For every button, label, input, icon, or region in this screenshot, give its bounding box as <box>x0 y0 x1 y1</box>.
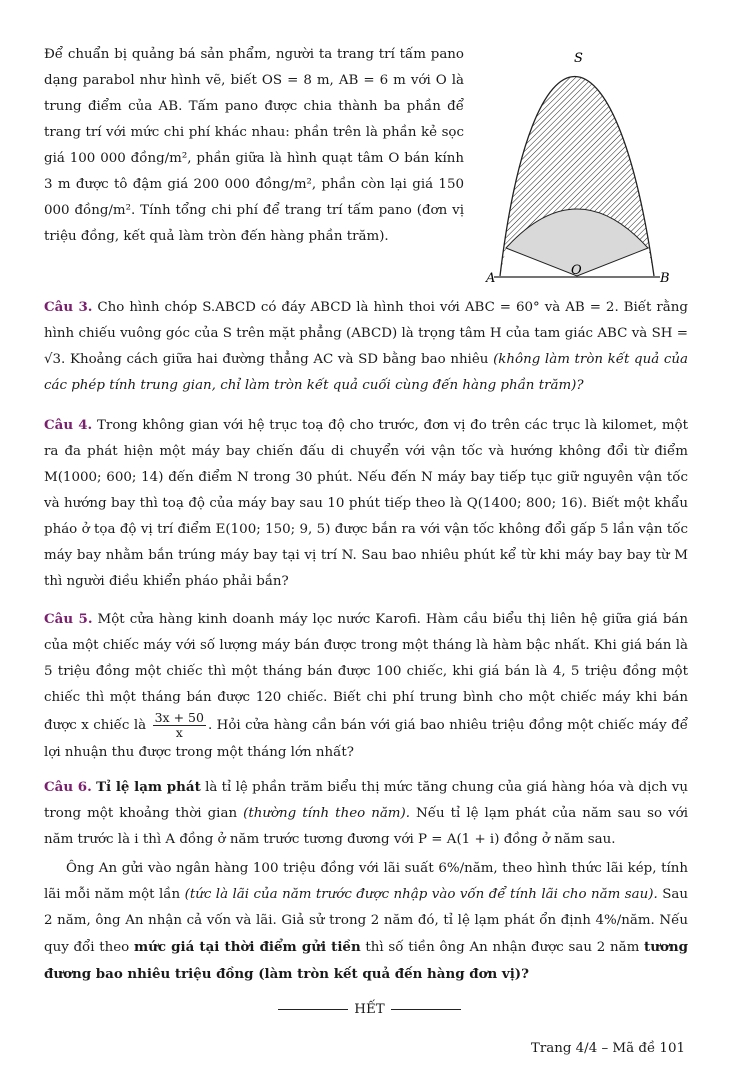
intro-paragraph <box>44 42 464 250</box>
fraction <box>153 711 206 740</box>
question-term: Tỉ lệ lạm phát <box>96 779 201 795</box>
question-4 <box>44 412 688 595</box>
question-6-paragraph-2 <box>44 856 688 988</box>
divider <box>278 1009 348 1010</box>
question-6 <box>44 774 688 853</box>
question-text: Một cửa hàng kinh doanh máy lọc nước Karofi. Hàm cầu biểu thị liên hệ giữa giá bán của một chiếc máy với số lượng máy bán được trong một tháng là hàm bậc nhất. Khi giá bán là 5 triệu đồng một chiếc thì một tháng bán được 100 chiếc, khi giá bán là 4, 5 triệu đồng một chiếc thì một tháng bán được 120 chiếc. Biết chi phí trung bình cho một chiếc máy khi bán được x chiếc là <box>44 612 688 733</box>
end-text: HẾT <box>354 1002 385 1017</box>
label-a: A <box>486 271 496 286</box>
divider <box>391 1009 461 1010</box>
question-text-cont: . Hỏi cửa hàng cần bán với giá bao nhiêu triệu đồng một chiếc máy để lợi nhuận thu được trong một tháng lớn nhất? <box>44 718 688 760</box>
label-b: B <box>660 271 670 286</box>
intro-text: Để chuẩn bị quảng bá sản phẩm, người ta trang trí tấm pano dạng parabol như hình vẽ, biết OS = 8 m, AB = 6 m với O là trung điểm của AB. Tấm pano được chia thành ba phần để trang trí với mức chi phí khác nhau: phần trên là phần kẻ sọc giá 100 000 đồng/m², phần giữa là hình quạt tâm O bán kính 3 m được tô đậm giá 200 000 đồng/m², phần còn lại giá 150 000 đồng/m². Tính tổng chi phí để trang trí tấm pano (đơn vị triệu đồng, kết quả làm tròn đến hàng phần trăm). <box>44 47 464 244</box>
page-footer: Trang 4/4 – Mã đề 101 <box>530 1041 685 1056</box>
fraction-denominator: x <box>175 725 183 740</box>
question-label: Câu 6. <box>44 779 92 795</box>
question-text: Trong không gian với hệ trục toạ độ cho trước, đơn vị đo trên các trục là kilomet, một ra đa phát hiện một máy bay chiến đấu di chuyển với vận tốc và hướng không đổi từ điểm M(1000; 600; 14) đến điểm N trong 30 phút. Nếu đến N máy bay tiếp tục giữ nguyên vận tốc và hướng bay thì toạ độ của máy bay sau 10 phút tiếp theo là Q(1400; 800; 16). Biết một khẩu pháo ở tọa độ vị trí điểm E(100; 150; 9, 5) được bắn ra với vận tốc không đổi gấp 5 lần vận tốc máy bay nhằm bắn trúng máy bay tại vị trí N. Sau bao nhiêu phút kể từ khi máy bay bay từ M thì người điều khiển pháo phải bắn? <box>44 418 688 589</box>
question-note: (thường tính theo năm). <box>243 806 410 821</box>
paragraph-bold-question: tương đương bao nhiêu triệu đồng (làm tròn kết quả đến hàng đơn vị)? <box>44 939 688 982</box>
end-marker <box>0 1002 739 1017</box>
fraction-numerator: 3x + 50 <box>154 710 204 725</box>
paragraph-text-cont2: thì số tiền ông An nhận được sau 2 năm <box>365 940 640 955</box>
question-label: Câu 5. <box>44 611 93 627</box>
paragraph-bold: mức giá tại thời điểm gửi tiền <box>133 939 361 955</box>
label-s: S <box>574 51 583 66</box>
paragraph-note: (tức là lãi của năm trước được nhập vào vốn để tính lãi cho năm sau). <box>184 887 658 902</box>
paragraph-text-cont: Sau 2 năm, ông An nhận cả vốn và lãi. Giả sử trong 2 năm đó, tỉ lệ lạm phát ổn định 4%/năm. Nếu quy đổi theo <box>44 887 688 955</box>
question-3 <box>44 294 688 399</box>
question-text: là tỉ lệ phần trăm biểu thị mức tăng chung của giá hàng hóa và dịch vụ trong một khoảng thời gian <box>44 780 688 821</box>
question-label: Câu 4. <box>44 417 93 433</box>
label-o: O <box>571 263 582 278</box>
paragraph-text: Ông An gửi vào ngân hàng 100 triệu đồng với lãi suất 6%/năm, theo hình thức lãi kép, tính lãi mỗi năm một lần <box>44 861 688 902</box>
question-note: (không làm tròn kết quả của các phép tính trung gian, chỉ làm tròn kết quả cuối cùng đến hàng phần trăm)? <box>44 352 688 393</box>
question-label: Câu 3. <box>44 299 93 315</box>
parabola-figure <box>484 50 684 290</box>
question-5 <box>44 606 688 766</box>
question-text: Cho hình chóp S.ABCD có đáy ABCD là hình thoi với ABC = 60° và AB = 2. Biết rằng hình chiếu vuông góc của S trên mặt phẳng (ABCD) là trọng tâm H của tam giác ABC và SH = √3. Khoảng cách giữa hai đường thẳng AC và SD bằng bao nhiêu <box>44 300 688 367</box>
question-text-cont: Nếu tỉ lệ lạm phát của năm sau so với năm trước là i thì A đồng ở năm trước tương đương với P = A(1 + i) đồng ở năm sau. <box>44 806 688 847</box>
